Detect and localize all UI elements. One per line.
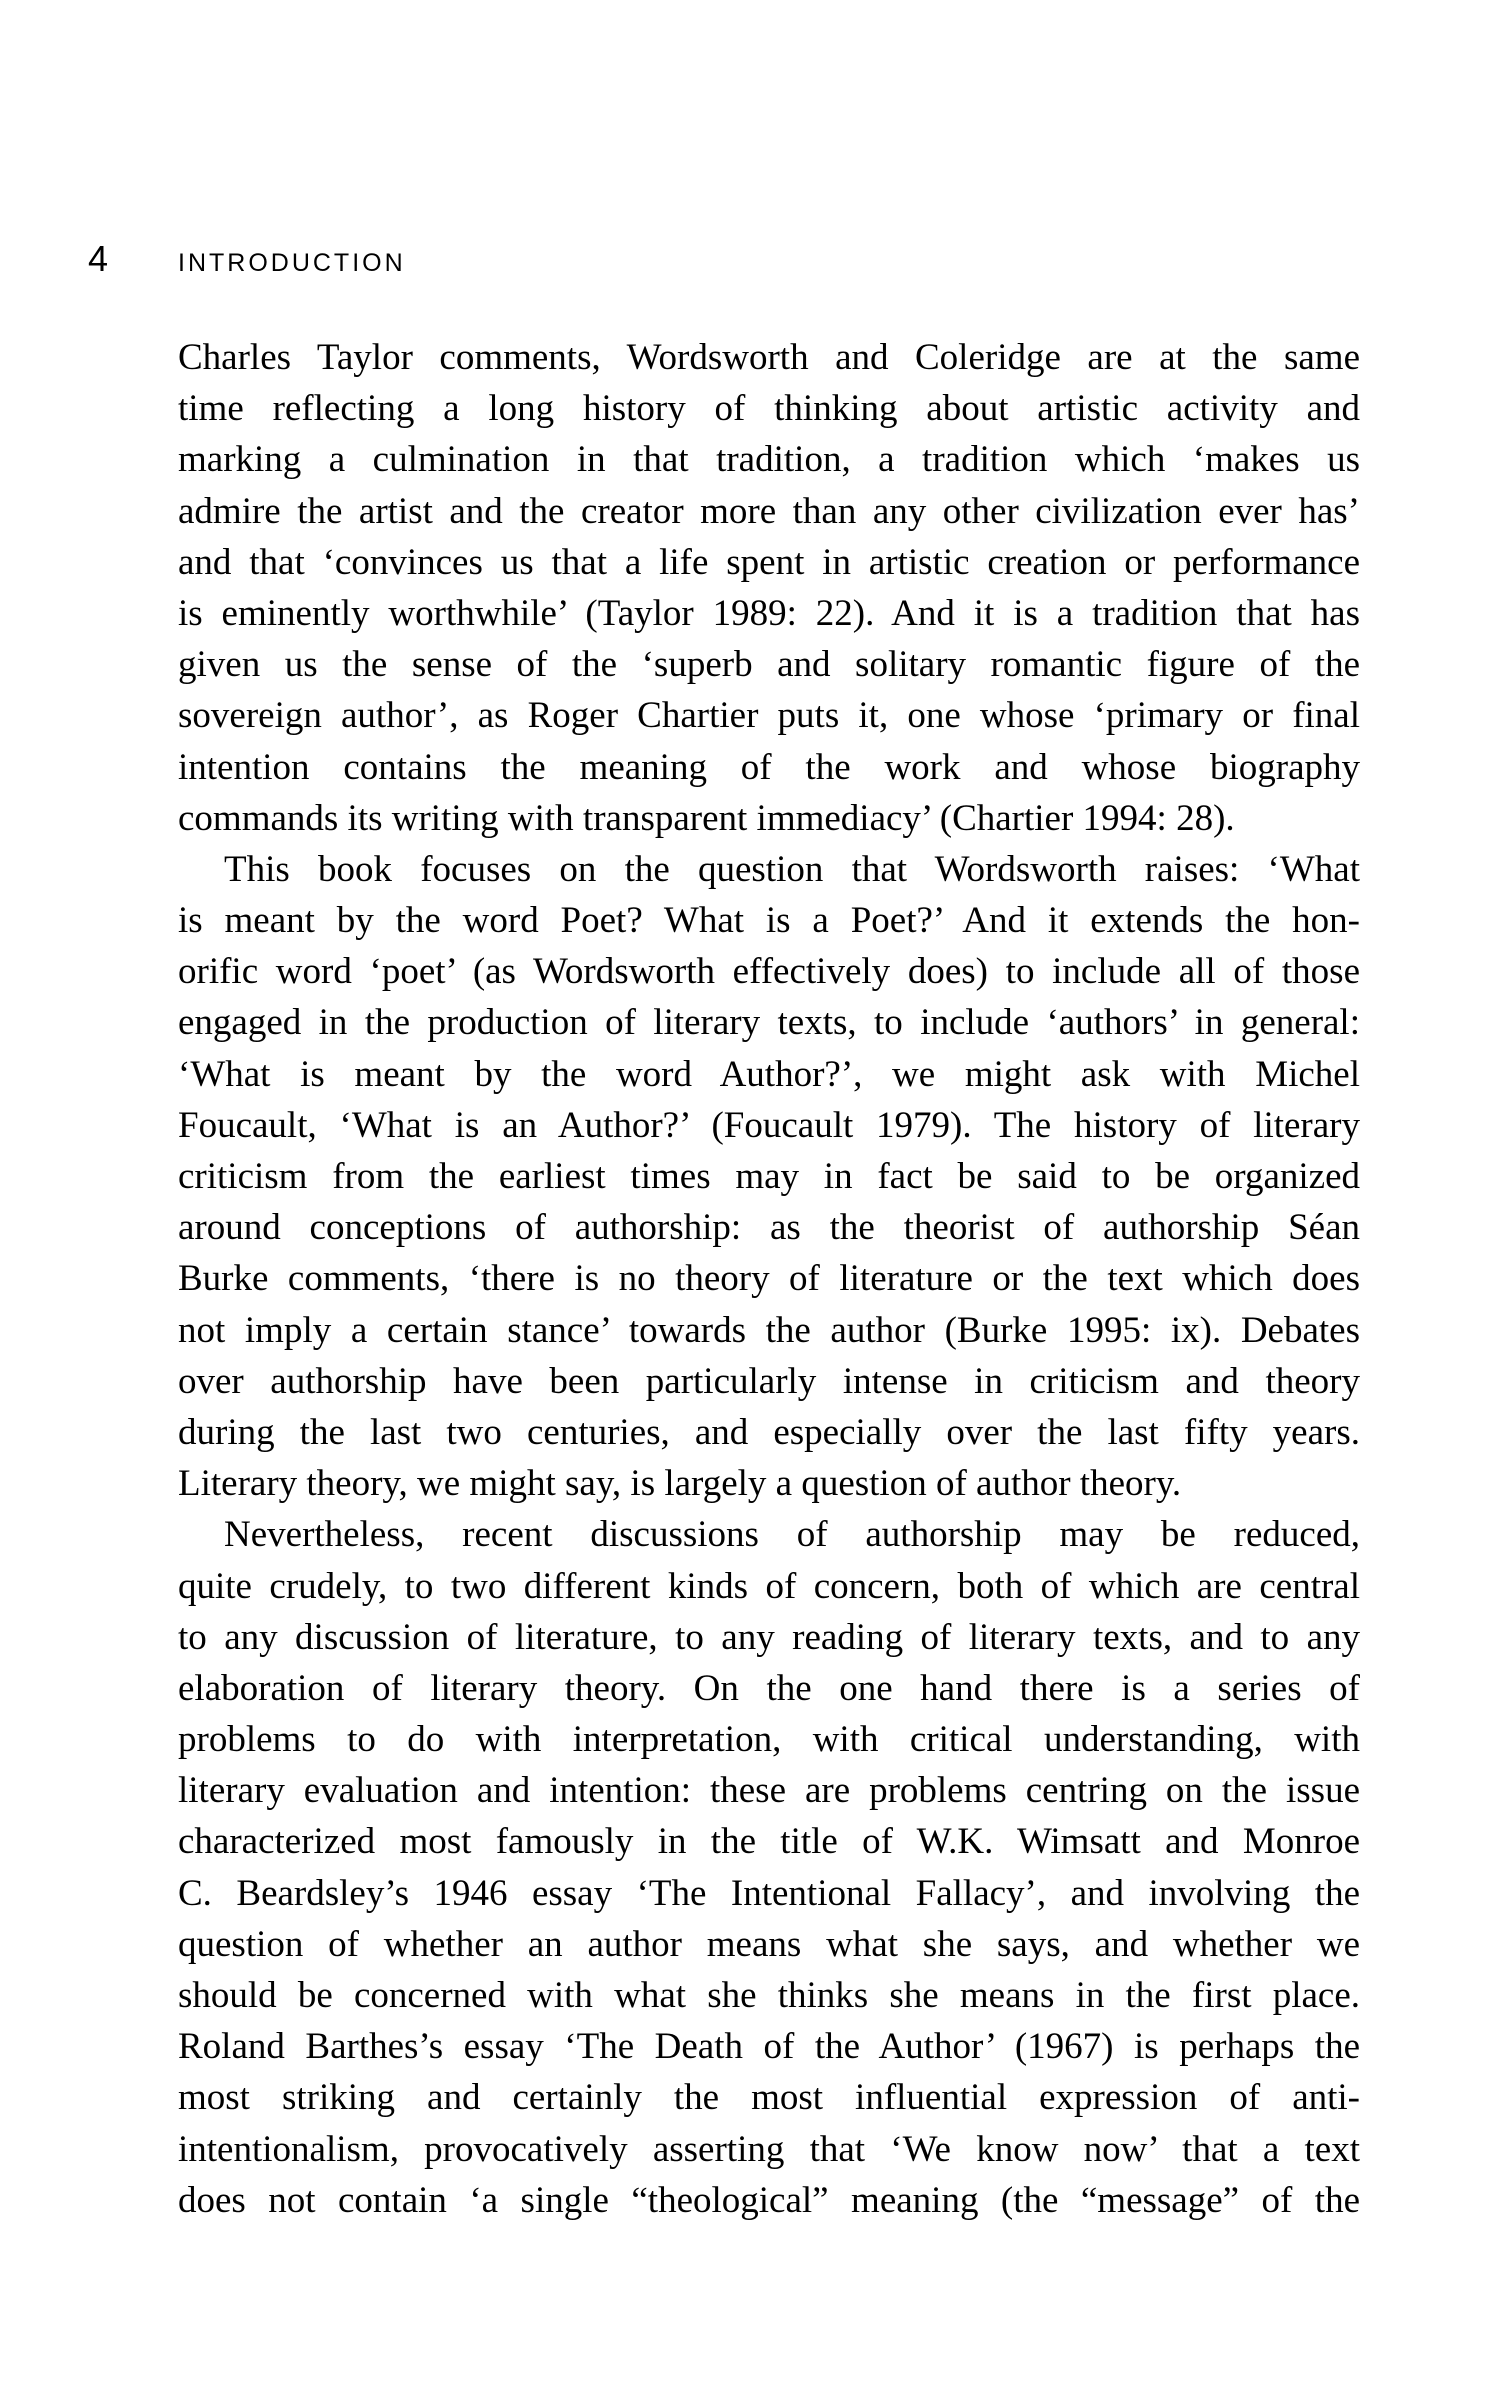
- text-line: should be concerned with what she thinks she means in the first place.: [178, 1975, 1360, 2016]
- text-line: quite crudely, to two different kinds of concern, both of which are central: [178, 1565, 1360, 1607]
- running-head: [88, 238, 406, 278]
- text-line: does not contain ‘a single “theological” meaning (the “message” of the: [178, 2179, 1360, 2221]
- text-line: time reflecting a long history of thinking about artistic activity and: [178, 388, 1360, 430]
- text-line: around conceptions of authorship: as the theorist of authorship Séan: [178, 1207, 1360, 1249]
- text-line: intention contains the meaning of the work and whose biography: [178, 746, 1360, 788]
- text-line: Nevertheless, recent discussions of authorship may be reduced,: [224, 1514, 1360, 1556]
- text-line: literary evaluation and intention: these are problems centring on the issue: [178, 1770, 1360, 1812]
- text-line: over authorship have been particularly intense in criticism and theory: [178, 1360, 1360, 1402]
- paragraph: [178, 1509, 1360, 2226]
- text-line: C. Beardsley’s 1946 essay ‘The Intentional Fallacy’, and involving the: [178, 1872, 1360, 1914]
- text-line: sovereign author’, as Roger Chartier puts it, one whose ‘primary or final: [178, 695, 1360, 737]
- text-line: given us the sense of the ‘superb and solitary romantic figure of the: [178, 644, 1360, 686]
- text-line: ‘What is meant by the word Author?’, we might ask with Michel: [178, 1053, 1360, 1095]
- text-line: engaged in the production of literary texts, to include ‘authors’ in general:: [178, 1002, 1360, 1044]
- section-title: INTRODUCTION: [178, 249, 406, 277]
- text-line: is meant by the word Poet? What is a Poet?’ And it extends the hon-: [178, 900, 1360, 942]
- text-line: Foucault, ‘What is an Author?’ (Foucault 1979). The history of literary: [178, 1104, 1360, 1146]
- text-line: characterized most famously in the title of W.K. Wimsatt and Monroe: [178, 1821, 1360, 1863]
- text-line: criticism from the earliest times may in fact be said to be organized: [178, 1156, 1360, 1197]
- paragraph: [178, 332, 1360, 844]
- text-line: and that ‘convinces us that a life spent in artistic creation or performance: [178, 541, 1360, 583]
- text-line: admire the artist and the creator more than any other civilization ever has’: [178, 490, 1360, 532]
- text-line: marking a culmination in that tradition, a tradition which ‘makes us: [178, 439, 1360, 481]
- text-line: Charles Taylor comments, Wordsworth and Coleridge are at the same: [178, 337, 1360, 378]
- text-line: problems to do with interpretation, with critical understanding, with: [178, 1719, 1360, 1761]
- text-line: This book focuses on the question that Wordsworth raises: ‘What: [224, 848, 1360, 890]
- page-number: 4: [88, 238, 109, 279]
- text-line: to any discussion of literature, to any reading of literary texts, and to any: [178, 1616, 1360, 1658]
- text-line: Burke comments, ‘there is no theory of literature or the text which does: [178, 1258, 1360, 1300]
- text-line: question of whether an author means what she says, and whether we: [178, 1923, 1360, 1965]
- text-line: orific word ‘poet’ (as Wordsworth effectively does) to include all of those: [178, 951, 1360, 993]
- text-line: not imply a certain stance’ towards the author (Burke 1995: ix). Debates: [178, 1309, 1360, 1351]
- text-line: intentionalism, provocatively asserting that ‘We know now’ that a text: [178, 2128, 1360, 2170]
- text-line: most striking and certainly the most influential expression of anti-: [178, 2077, 1360, 2119]
- text-line: is eminently worthwhile’ (Taylor 1989: 22). And it is a tradition that has: [178, 592, 1360, 634]
- body-text: [178, 332, 1360, 2226]
- text-line: Roland Barthes’s essay ‘The Death of the Author’ (1967) is perhaps the: [178, 2026, 1360, 2068]
- text-line: during the last two centuries, and especially over the last fifty years.: [178, 1411, 1360, 1453]
- text-line: Literary theory, we might say, is largely a question of author theory.: [178, 1463, 1182, 1505]
- text-line: commands its writing with transparent immediacy’ (Chartier 1994: 28).: [178, 797, 1235, 839]
- paragraph: [178, 844, 1360, 1509]
- text-line: elaboration of literary theory. On the one hand there is a series of: [178, 1667, 1360, 1709]
